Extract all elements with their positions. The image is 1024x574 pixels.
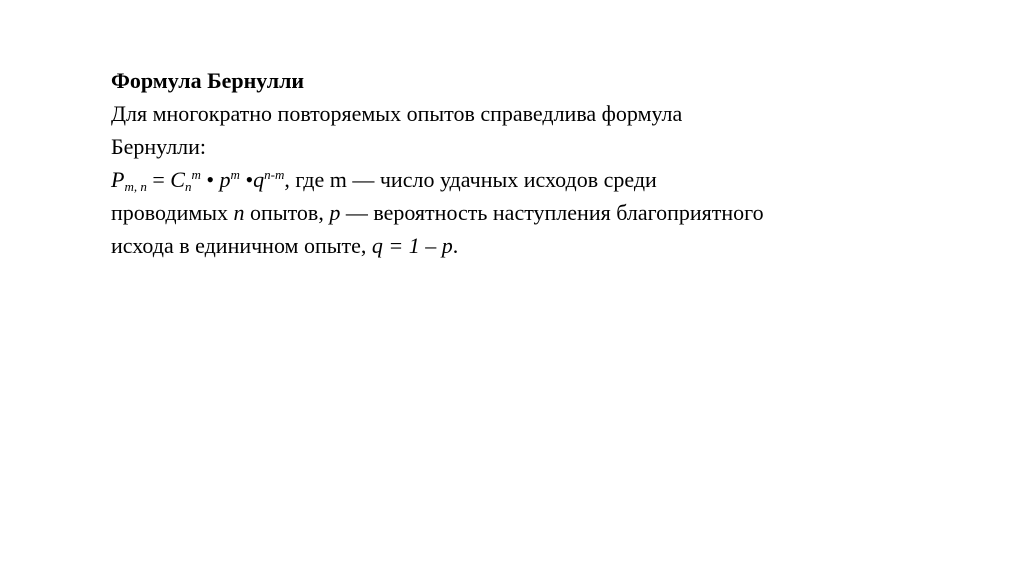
formula-p: p: [219, 167, 231, 192]
formula-dot-2: •: [239, 167, 254, 192]
formula-P-subscript: m, n: [124, 179, 147, 194]
var-n: n: [233, 200, 245, 225]
description-line-3: [111, 229, 931, 262]
formula-C: C: [170, 167, 185, 192]
formula-line: [111, 163, 931, 196]
slide-content: [111, 64, 931, 262]
formula-q-superscript: n-m: [264, 167, 285, 182]
formula-dot-1: •: [200, 167, 220, 192]
intro-text-line-1: Для многократно повторяемых опытов справедлива формула: [111, 101, 683, 126]
desc-line-2-start: проводимых: [111, 200, 234, 225]
desc-line-2-middle: опытов,: [244, 200, 330, 225]
formula-C-subscript: n: [184, 179, 192, 194]
slide-title: Формула Бернулли: [111, 68, 305, 93]
desc-line-3-end: .: [452, 233, 459, 258]
description-line-2: [111, 196, 931, 229]
var-p: p: [329, 200, 341, 225]
q-equation: q = 1 – p: [371, 233, 453, 258]
formula-equals: =: [146, 167, 171, 192]
desc-line-2-end: — вероятность наступления благоприятного: [340, 200, 764, 225]
formula-p-superscript: m: [230, 167, 240, 182]
formula-P: P: [111, 167, 125, 192]
formula-explanation: , где m — число удачных исходов среди: [284, 167, 657, 192]
formula-C-superscript: m: [191, 167, 201, 182]
desc-line-3-start: исхода в единичном опыте,: [111, 233, 372, 258]
formula-q: q: [253, 167, 265, 192]
intro-text-line-2: Бернулли:: [111, 134, 207, 159]
